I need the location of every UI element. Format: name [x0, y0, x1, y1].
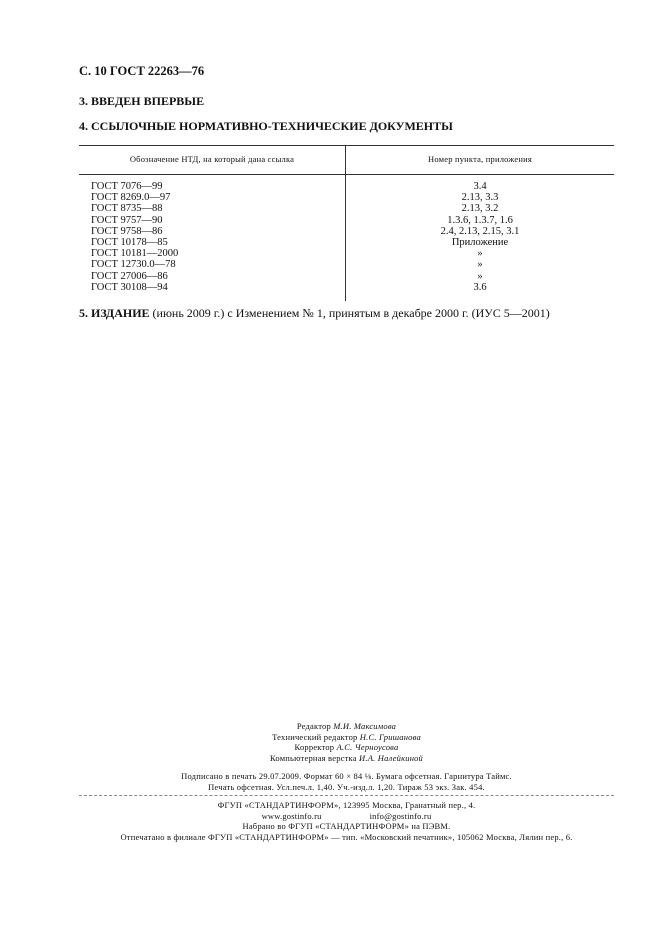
- table-cell-ref: »: [477, 248, 483, 260]
- table-cell-ref: 2.13, 3.2: [461, 203, 499, 215]
- credit-name: М.И. Максимова: [333, 721, 397, 731]
- clause-column: [346, 175, 615, 301]
- table-cell-doc: ГОСТ 9758—86: [91, 225, 163, 237]
- publisher-contacts: [79, 811, 614, 822]
- typeset-note: Набрано во ФГУП «СТАНДАРТИНФОРМ» на ПЭВМ.: [242, 821, 451, 831]
- column-header-clause: Номер пункта, приложения: [346, 146, 615, 175]
- table-cell-doc: ГОСТ 12730.0—78: [91, 259, 176, 271]
- credit-layout: [79, 753, 614, 764]
- column-header-document: Обозначение НТД, на который дана ссылка: [79, 146, 346, 175]
- divider: [79, 795, 614, 796]
- print-imprint: [79, 771, 614, 792]
- table-cell-ref: »: [477, 270, 483, 282]
- section-5-text: (июнь 2009 г.) с Изменением № 1, принятым в декабре 2000 г. (ИУС 5—2001): [149, 306, 550, 320]
- page-header: С. 10 ГОСТ 22263—76: [79, 64, 205, 78]
- credit-name: И.А. Налейкиной: [359, 752, 424, 763]
- imprint-line-1: Подписано в печать 29.07.2009. Формат 60 × 84 ⅛. Бумага офсетная. Гарнитура Таймс.: [181, 771, 512, 781]
- section-4-heading: 4. ССЫЛОЧНЫЕ НОРМАТИВНО-ТЕХНИЧЕСКИЕ ДОКУМЕНТЫ: [79, 119, 453, 133]
- section-5-heading: [79, 306, 550, 321]
- table-cell-ref: 2.13, 3.3: [461, 192, 499, 204]
- printed-note: Отпечатано в филиале ФГУП «СТАНДАРТИНФОРМ» — тип. «Московский печатник», 105062 Москва, Лялин пер., 6.: [120, 831, 573, 842]
- table-cell-ref: 1.3.6, 1.3.7, 1.6: [447, 214, 513, 226]
- credit-tech-editor: [79, 732, 614, 743]
- credit-editor: [79, 721, 614, 732]
- section-3-heading: 3. ВВЕДЕН ВПЕРВЫЕ: [79, 94, 205, 108]
- table-cell-ref: 3.4: [473, 181, 487, 192]
- credit-label: Технический редактор: [272, 731, 358, 742]
- table-cell-ref: »: [477, 259, 483, 271]
- publisher-email: info@gostinfo.ru: [369, 810, 432, 821]
- reference-documents-table: [79, 145, 614, 301]
- imprint-line-2: Печать офсетная. Усл.печ.л. 1,40. Уч.-изд.л. 1,20. Тираж 53 экз. Зак. 454.: [208, 781, 485, 792]
- editorial-credits: [79, 721, 614, 763]
- table-header-row: [79, 146, 614, 175]
- table-cell-doc: ГОСТ 7076—99: [91, 181, 163, 192]
- table-cell-ref: 2.4, 2.13, 2.15, 3.1: [440, 225, 520, 237]
- publisher-info: [79, 800, 614, 842]
- table-cell-doc: ГОСТ 30108—94: [91, 281, 168, 293]
- table-cell-doc: ГОСТ 27006—86: [91, 270, 168, 282]
- table-body-row: [79, 175, 614, 301]
- table-cell-doc: ГОСТ 8735—88: [91, 203, 163, 215]
- publisher-address: ФГУП «СТАНДАРТИНФОРМ», 123995 Москва, Гранатный пер., 4.: [217, 800, 476, 810]
- credit-label: Редактор: [296, 721, 331, 731]
- table-cell-doc: ГОСТ 8269.0—97: [91, 192, 171, 204]
- table-cell-doc: ГОСТ 10178—85: [91, 236, 168, 248]
- table-cell-ref: Приложение: [451, 236, 509, 248]
- credit-name: Н.С. Гришанова: [359, 731, 421, 742]
- section-5-label: 5. ИЗДАНИЕ: [79, 306, 150, 320]
- table-cell-doc: ГОСТ 10181—2000: [91, 248, 179, 260]
- table-cell-doc: ГОСТ 9757—90: [91, 214, 163, 226]
- table-cell-ref: 3.6: [473, 281, 487, 293]
- credit-label: Компьютерная верстка: [269, 752, 357, 763]
- credit-corrector: [79, 742, 614, 753]
- credit-name: А.С. Черноусова: [336, 742, 399, 752]
- document-column: [79, 175, 346, 301]
- publisher-website: www.gostinfo.ru: [261, 810, 322, 821]
- credit-label: Корректор: [294, 742, 335, 752]
